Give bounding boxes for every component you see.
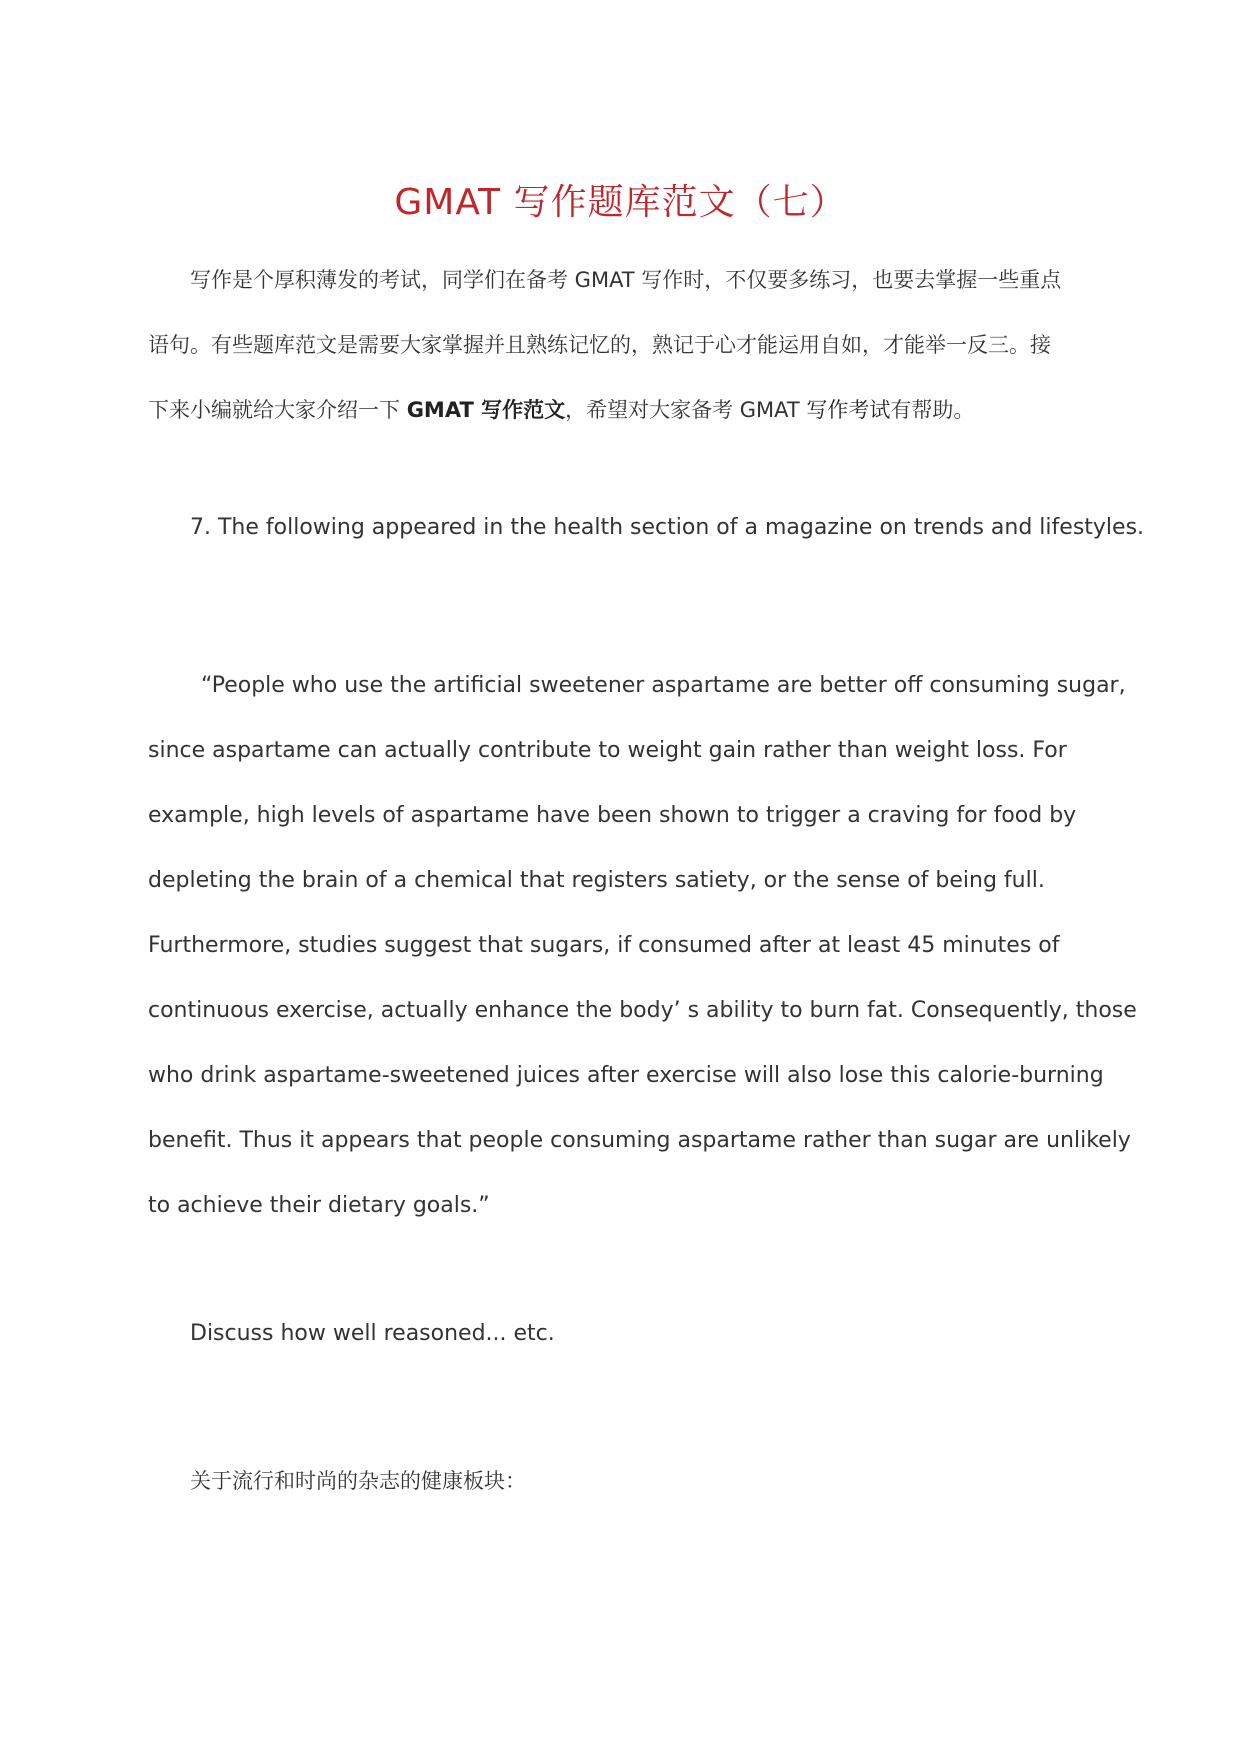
intro-line <box>148 378 1098 443</box>
quote-line: since aspartame can actually contribute to weight gain rather than weight loss. For <box>148 738 1067 763</box>
intro-text: 下来小编就给大家介绍一下 <box>148 398 407 422</box>
intro-link-gmat-writing-sample: GMAT 写作范文 <box>406 398 566 422</box>
chinese-section-heading: 关于流行和时尚的杂志的健康板块： <box>190 1469 526 1493</box>
quote-line: example, high levels of aspartame have been shown to trigger a craving for food by <box>148 803 1077 828</box>
quote-line: who drink aspartame-sweetened juices after exercise will also lose this calorie-burning <box>148 1063 1104 1088</box>
essay-prompt: 7. The following appeared in the health section of a magazine on trends and lifestyles. <box>190 515 1145 540</box>
quote-line: benefit. Thus it appears that people consuming aspartame rather than sugar are unlikely <box>148 1128 1131 1153</box>
discuss-instruction: Discuss how well reasoned... etc. <box>190 1321 555 1346</box>
intro-text: ，希望对大家备考 GMAT <box>565 398 807 422</box>
intro-line: 写作是个厚积薄发的考试，同学们在备考 GMAT 写作时，不仅要多练习，也要去掌握一些重点 <box>190 268 1062 292</box>
quote-line: depleting the brain of a chemical that registers satiety, or the sense of being full. <box>148 868 1045 893</box>
page-title: GMAT 写作题库范文（七） <box>394 182 847 223</box>
intro-line: 语句。有些题库范文是需要大家掌握并且熟练记忆的，熟记于心才能运用自如，才能举一反三。接 <box>148 333 1051 357</box>
quote-line: continuous exercise, actually enhance the body’ s ability to burn fat. Consequently, those <box>148 998 1137 1023</box>
quote-line: to achieve their dietary goals.” <box>148 1193 490 1218</box>
quote-line: “People who use the artificial sweetener aspartame are better off consuming sugar, <box>201 673 1126 698</box>
quoted-argument <box>148 653 1137 1238</box>
intro-paragraph <box>148 248 1098 443</box>
quote-line: Furthermore, studies suggest that sugars, if consumed after at least 45 minutes of <box>148 933 1060 958</box>
intro-link-writing-exam: 写作考试 <box>806 398 891 422</box>
intro-text: 有帮助。 <box>890 398 975 422</box>
